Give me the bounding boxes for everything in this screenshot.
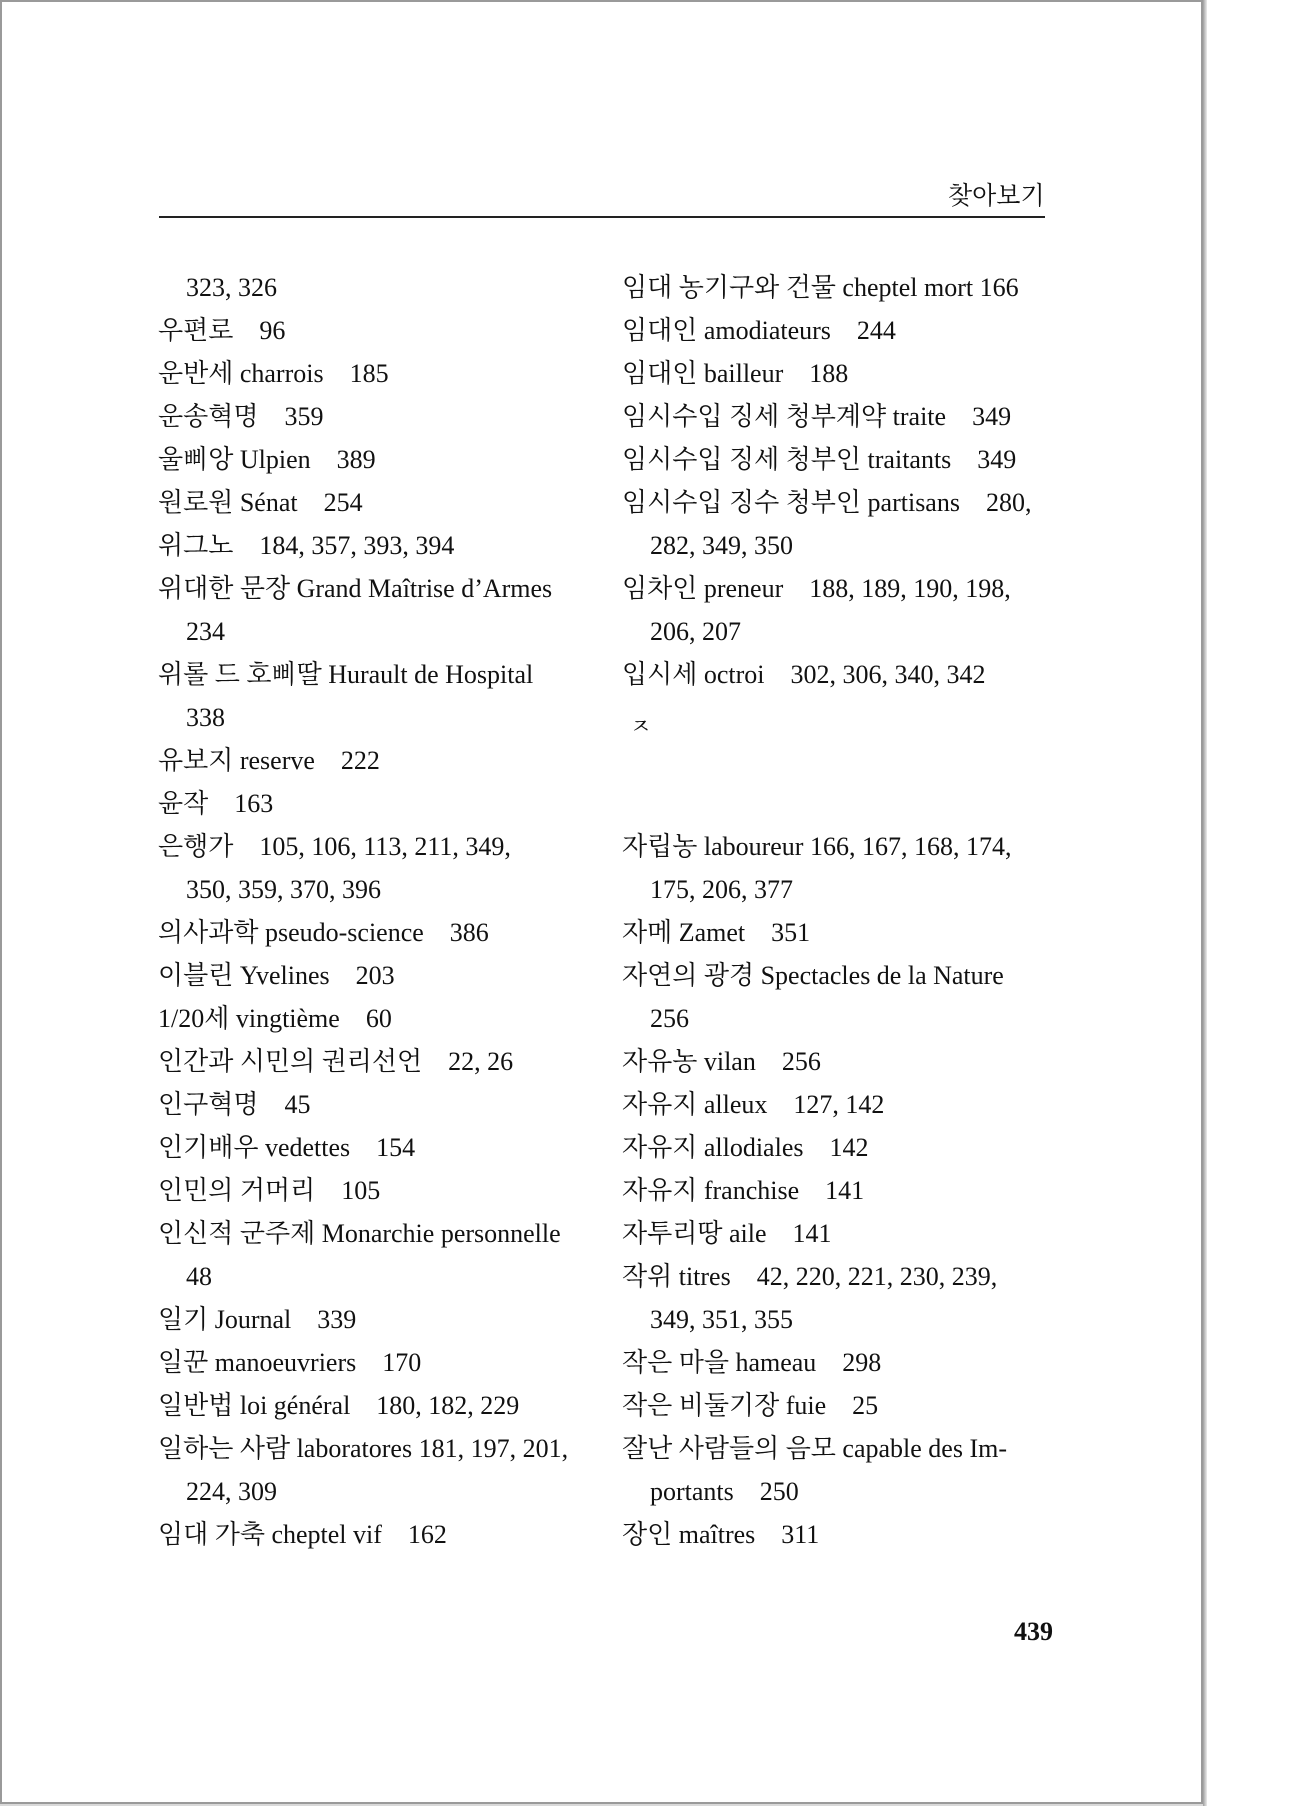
index-entry: 자연의 광경 Spectacles de la Nature	[622, 961, 1004, 990]
index-entry-continuation: 175, 206, 377	[650, 875, 793, 904]
index-entry: 일하는 사람 laboratores 181, 197, 201,	[158, 1434, 569, 1463]
index-entry: 운송혁명 359	[158, 402, 324, 431]
index-entry: 이블린 Yvelines 203	[158, 961, 395, 990]
index-entry-continuation: portants 250	[650, 1477, 799, 1506]
page-number: 439	[1014, 1617, 1053, 1646]
index-entry: 작은 비둘기장 fuie 25	[622, 1391, 879, 1420]
index-entry: 윤작 163	[158, 789, 274, 818]
index-entry: 장인 maîtres 311	[622, 1520, 820, 1549]
index-entry: 임시수입 징수 청부인 partisans 280,	[622, 488, 1032, 517]
index-entry: 우편로 96	[158, 316, 286, 345]
index-entry: 임시수입 징세 청부계약 traite 349	[622, 402, 1012, 431]
index-entry: 임대 농기구와 건물 cheptel mort 166	[622, 273, 1019, 302]
index-entry: 인기배우 vedettes 154	[158, 1133, 416, 1162]
index-entry: 운반세 charrois 185	[158, 359, 389, 388]
index-entry: 1/20세 vingtième 60	[158, 1004, 392, 1033]
index-entry: 임대 가축 cheptel vif 162	[158, 1520, 447, 1549]
index-entry: 의사과학 pseudo-science 386	[158, 918, 489, 947]
index-entry: 유보지 reserve 222	[158, 746, 380, 775]
index-entry: 위롤 드 호삐딸 Hurault de Hospital	[158, 660, 534, 689]
index-entry: 임대인 bailleur 188	[622, 359, 849, 388]
index-entry: 인간과 시민의 권리선언 22, 26	[158, 1047, 514, 1076]
index-entry-continuation: 48	[186, 1262, 212, 1291]
page-edge-shadow	[1203, 0, 1207, 1806]
index-entry-continuation: 350, 359, 370, 396	[186, 875, 381, 904]
index-entry: 임대인 amodiateurs 244	[622, 316, 896, 345]
index-entry-continuation: 234	[186, 617, 225, 646]
section-letter: ㅈ	[630, 715, 652, 740]
index-entry: 입시세 octroi 302, 306, 340, 342	[622, 660, 986, 689]
index-entry: 임차인 preneur 188, 189, 190, 198,	[622, 574, 1011, 603]
index-entry-continuation: 349, 351, 355	[650, 1305, 793, 1334]
index-entry: 작위 titres 42, 220, 221, 230, 239,	[622, 1262, 998, 1291]
index-entry: 일꾼 manoeuvriers 170	[158, 1348, 422, 1377]
index-entry: 인민의 거머리 105	[158, 1176, 381, 1205]
header-rule	[159, 216, 1045, 218]
index-entry: 작은 마을 hameau 298	[622, 1348, 882, 1377]
index-entry: 임시수입 징세 청부인 traitants 349	[622, 445, 1017, 474]
index-entry: 자메 Zamet 351	[622, 918, 811, 947]
index-entry: 자유지 franchise 141	[622, 1176, 865, 1205]
index-entry: 인구혁명 45	[158, 1090, 311, 1119]
index-entry: 인신적 군주제 Monarchie personnelle	[158, 1219, 561, 1248]
index-entry: 울삐앙 Ulpien 389	[158, 445, 376, 474]
index-entry-continuation: 206, 207	[650, 617, 741, 646]
index-entry: 잘난 사람들의 음모 capable des Im-	[622, 1434, 1008, 1463]
index-entry: 위그노 184, 357, 393, 394	[158, 531, 455, 560]
index-group-jieut	[622, 825, 1052, 1556]
index-group-ieung	[622, 266, 1052, 696]
index-column-right	[622, 266, 1052, 1556]
viewer-margin	[1203, 0, 1305, 1806]
index-entry: 자유지 alleux 127, 142	[622, 1090, 885, 1119]
index-entry: 일반법 loi général 180, 182, 229	[158, 1391, 520, 1420]
index-column-left	[158, 266, 598, 1556]
index-entry-continuation: 256	[650, 1004, 689, 1033]
index-entry-continuation: 338	[186, 703, 225, 732]
index-entry-continuation: 282, 349, 350	[650, 531, 793, 560]
index-entry: 일기 Journal 339	[158, 1305, 357, 1334]
index-entry: 자유농 vilan 256	[622, 1047, 821, 1076]
index-entry: 자투리땅 aile 141	[622, 1219, 832, 1248]
index-entry: 위대한 문장 Grand Maîtrise d’Armes	[158, 574, 553, 603]
index-entry: 은행가 105, 106, 113, 211, 349,	[158, 832, 511, 861]
running-head: 찾아보기	[948, 181, 1045, 210]
index-entry: 자립농 laboureur 166, 167, 168, 174,	[622, 832, 1012, 861]
index-entry: 자유지 allodiales 142	[622, 1133, 869, 1162]
index-entry: 원로원 Sénat 254	[158, 488, 363, 517]
index-entry-continuation: 224, 309	[186, 1477, 277, 1506]
index-entry-continuation: 323, 326	[186, 273, 277, 302]
